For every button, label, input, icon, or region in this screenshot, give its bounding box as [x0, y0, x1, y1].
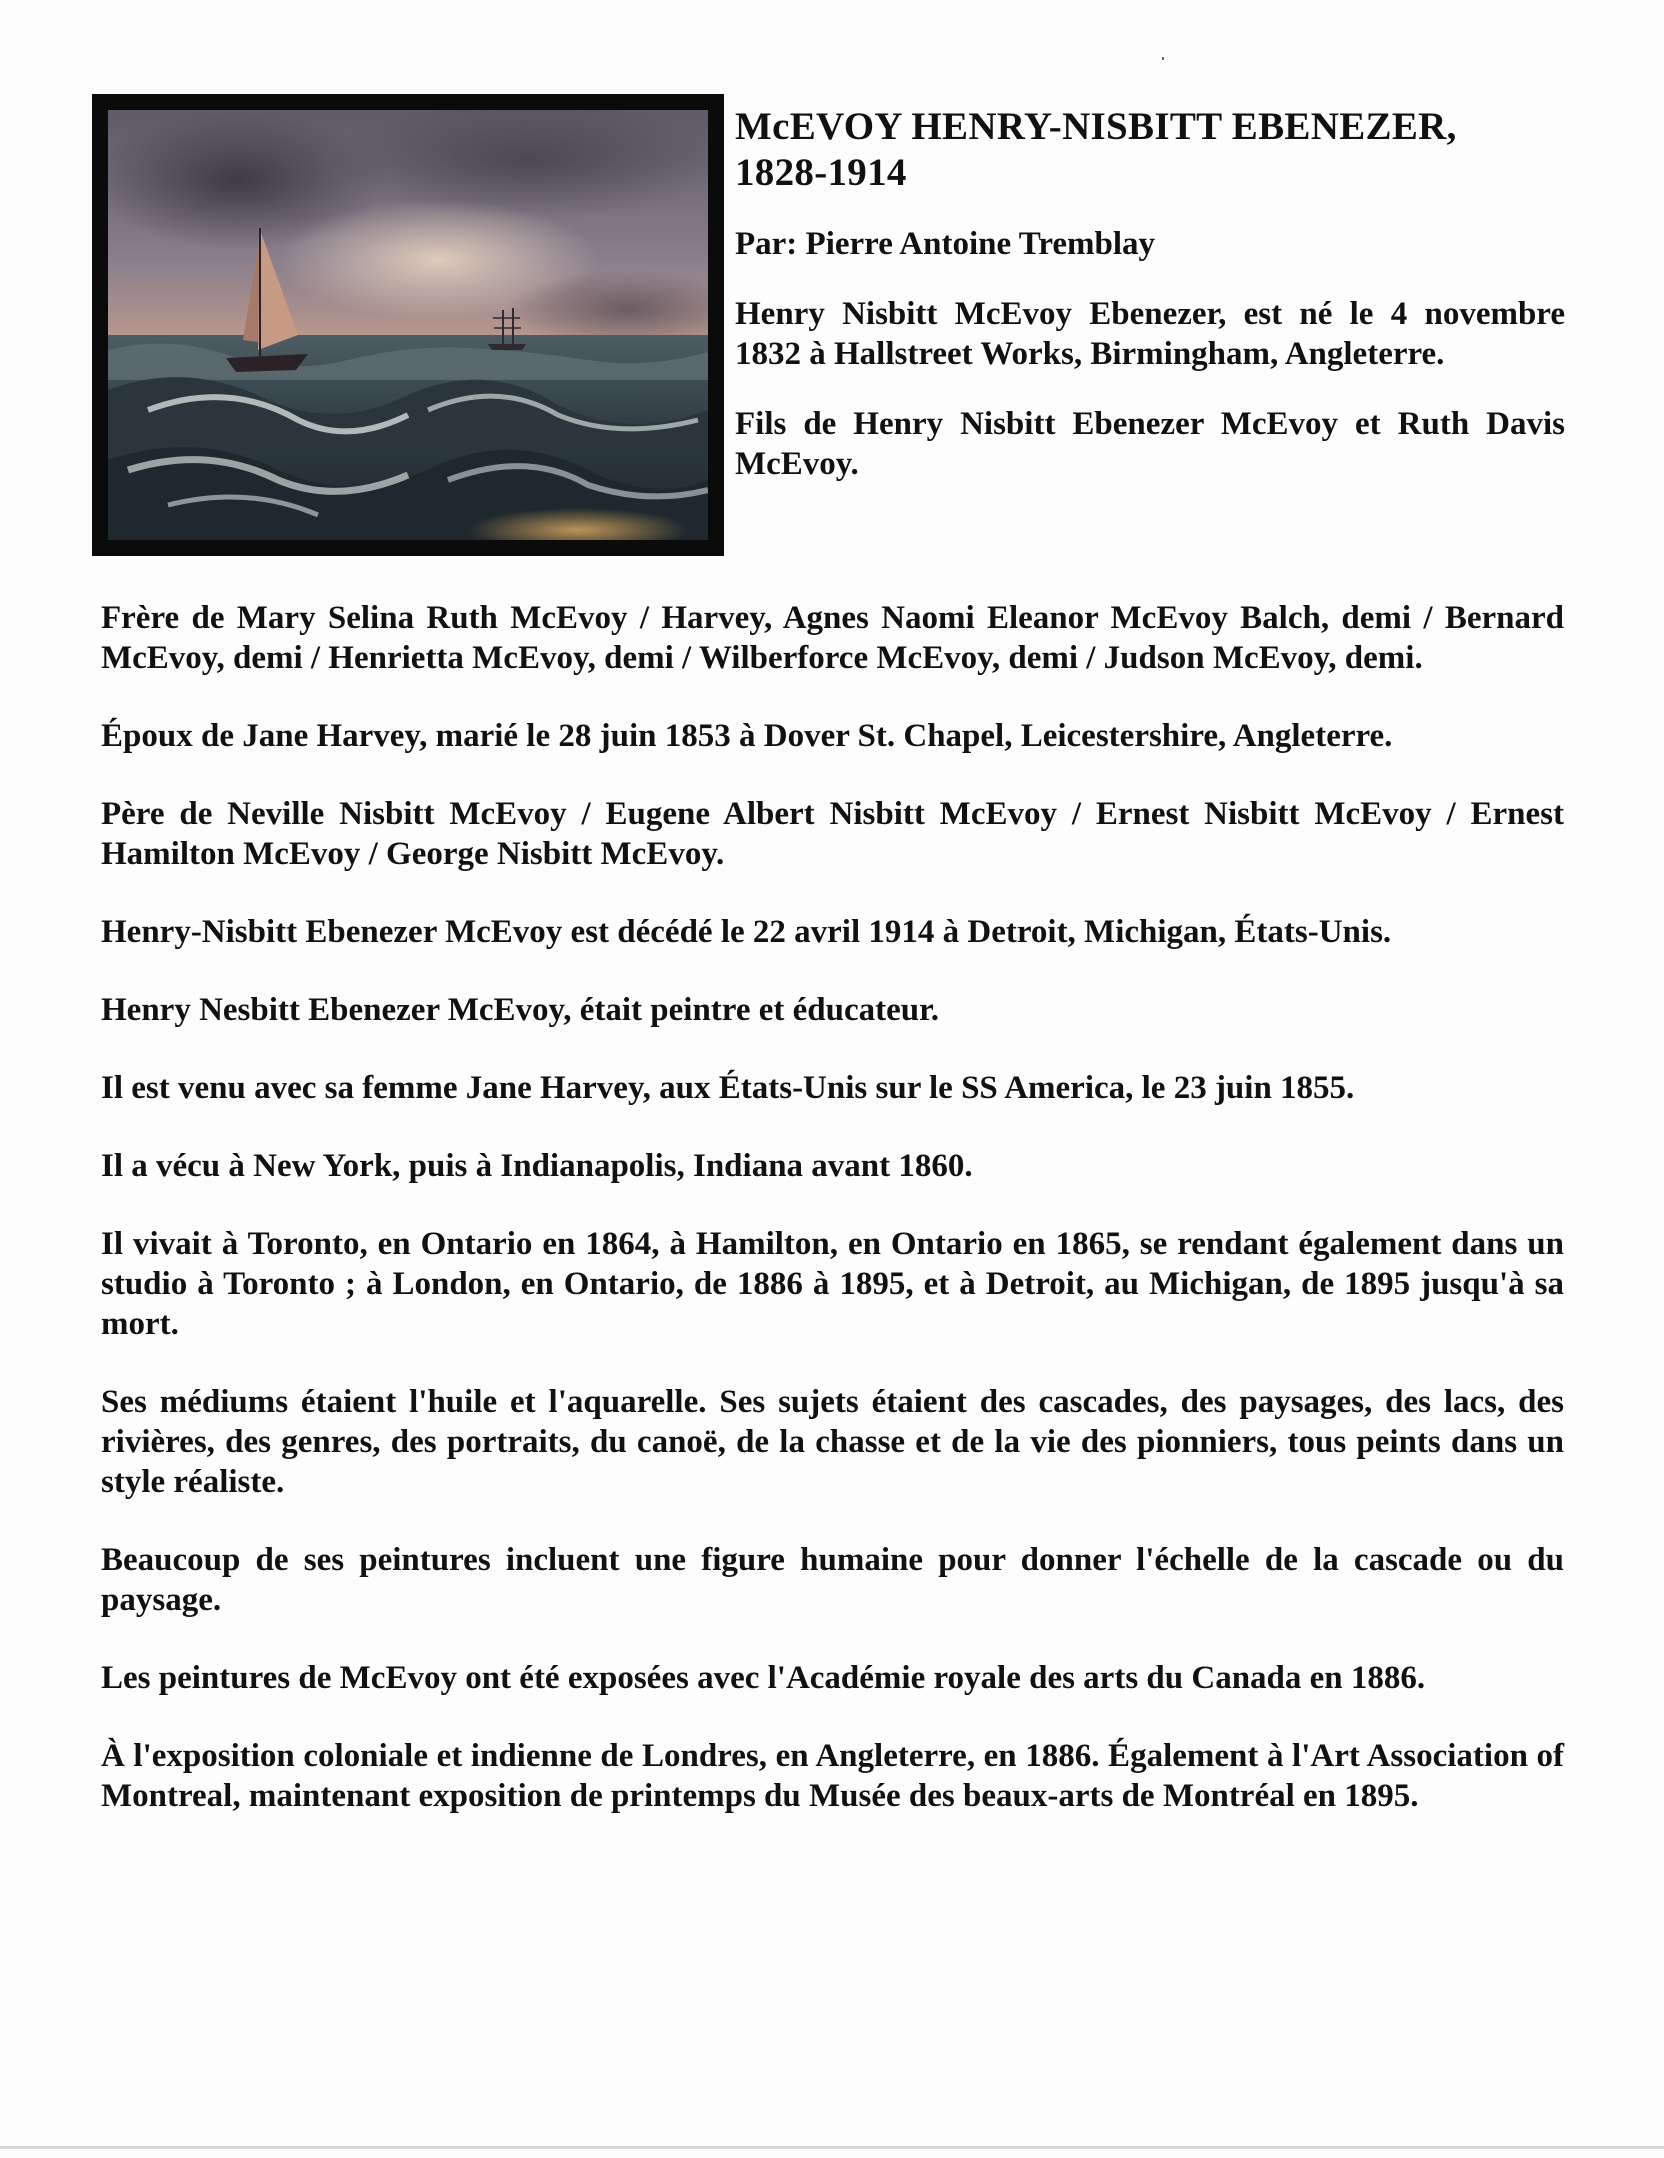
paragraph-children: Père de Neville Nisbitt McEvoy / Eugene Albert Nisbitt McEvoy / Ernest Nisbitt McEvoy / Ernest Hamilton McEvoy / George Nisbitt McEvoy. — [101, 796, 1564, 872]
article-header — [735, 104, 1565, 514]
paragraph-exhibitions: À l'exposition coloniale et indienne de Londres, en Angleterre, en 1886. Également à l'Art Association of Montreal, maintenant exposition de printemps du Musée des beaux-arts de Montréal en 1895. — [101, 1738, 1564, 1814]
scan-speck — [1162, 57, 1164, 60]
paragraph-death: Henry-Nisbitt Ebenezer McEvoy est décédé le 22 avril 1914 à Detroit, Michigan, États-Unis. — [101, 914, 1392, 950]
title-name: McEVOY HENRY-NISBITT EBENEZER, — [735, 105, 1457, 148]
paragraph-mediums: Ses médiums étaient l'huile et l'aquarelle. Ses sujets étaient des cascades, des paysages, des lacs, des rivières, des genres, des portraits, du canoë, de la chasse et de la vie des pionniers, tous peints dans un style réaliste. — [101, 1384, 1564, 1500]
page-title — [735, 104, 1565, 196]
paragraph-emigration: Il est venu avec sa femme Jane Harvey, aux États-Unis sur le SS America, le 23 juin 1855. — [101, 1070, 1355, 1106]
paragraph-new-york: Il a vécu à New York, puis à Indianapolis, Indiana avant 1860. — [101, 1148, 973, 1184]
paragraph-spouse: Époux de Jane Harvey, marié le 28 juin 1853 à Dover St. Chapel, Leicestershire, Angleterre. — [101, 718, 1393, 754]
author-byline: Par: Pierre Antoine Tremblay — [735, 226, 1156, 262]
paragraph-birth: Henry Nisbitt McEvoy Ebenezer, est né le 4 novembre 1832 à Hallstreet Works, Birmingham, Angleterre. — [735, 296, 1565, 372]
seascape-painting — [108, 110, 708, 540]
title-dates: 1828-1914 — [735, 151, 907, 194]
paragraph-human-figure: Beaucoup de ses peintures incluent une figure humaine pour donner l'échelle de la cascade ou du paysage. — [101, 1542, 1564, 1618]
article-body — [101, 598, 1564, 1854]
paragraph-residences: Il vivait à Toronto, en Ontario en 1864, à Hamilton, en Ontario en 1865, se rendant également dans un studio à Toronto ; à London, en Ontario, de 1886 à 1895, et à Detroit, au Michigan, de 1895 jusqu'à sa mort. — [101, 1226, 1564, 1342]
paragraph-academy: Les peintures de McEvoy ont été exposées avec l'Académie royale des arts du Canada en 1886. — [101, 1660, 1426, 1696]
scan-bottom-edge — [0, 2146, 1664, 2149]
paragraph-siblings: Frère de Mary Selina Ruth McEvoy / Harvey, Agnes Naomi Eleanor McEvoy Balch, demi / Bernard McEvoy, demi / Henrietta McEvoy, demi / Wilberforce McEvoy, demi / Judson McEvoy, demi. — [101, 600, 1564, 676]
painting-image — [92, 94, 724, 556]
paragraph-parents: Fils de Henry Nisbitt Ebenezer McEvoy et Ruth Davis McEvoy. — [735, 406, 1565, 482]
paragraph-occupation: Henry Nesbitt Ebenezer McEvoy, était peintre et éducateur. — [101, 992, 939, 1028]
